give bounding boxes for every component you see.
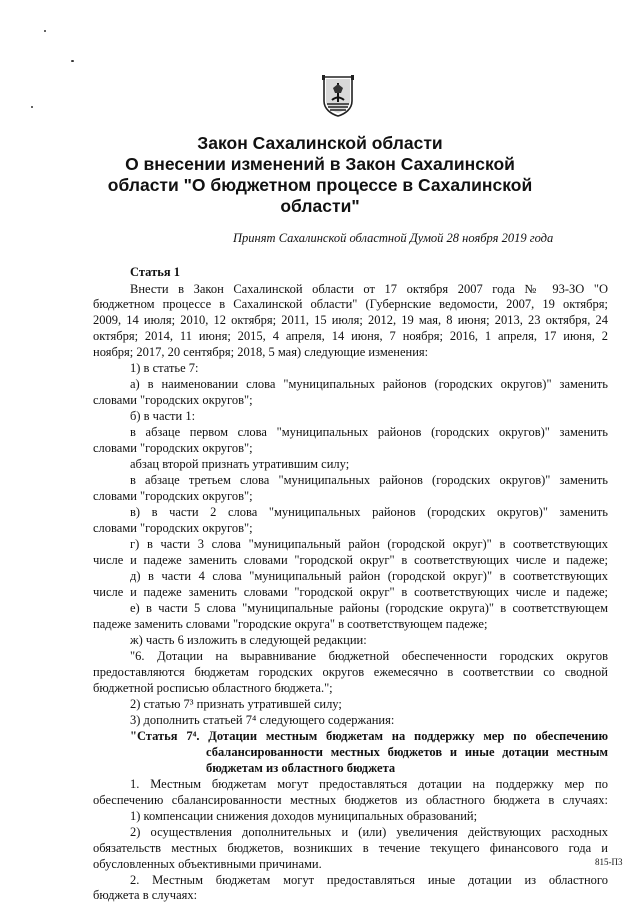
body-line: абзац второй признать утратившим силу; [130, 457, 350, 471]
coat-of-arms-emblem [321, 75, 355, 117]
law-title-line: области "О бюджетном процессе в Сахалинской [107, 175, 533, 195]
scan-speck [71, 60, 74, 62]
body-line: 1. Местным бюджетам могут предоставляться дотации на поддержку мер по [130, 777, 608, 791]
body-line: словами "городских округов"; [93, 521, 253, 535]
body-line: падеже заменить словами "городские округа" в соответствующем падеже; [93, 617, 488, 631]
body-line: в) в части 2 слова "муниципальных районов (городских округов)" заменить [130, 505, 608, 519]
body-line: числе и падеже заменить словами "городской округ" в соответствующих числе и падеже; [93, 553, 608, 567]
law-title-line: области" [280, 196, 360, 216]
body-line: 1) в статье 7: [130, 361, 199, 375]
body-line: 2. Местным бюджетам могут предоставляться иные дотации из областного [130, 873, 608, 887]
article-title-line: "Статья 7⁴. Дотации местным бюджетам на поддержку мер по обеспечению [130, 729, 608, 743]
body-line: ж) часть 6 изложить в следующей редакции: [130, 633, 367, 647]
adoption-date: Принят Сахалинской областной Думой 28 ноября 2019 года [233, 231, 554, 245]
body-line: 2) статью 7³ признать утратившей силу; [130, 697, 342, 711]
article-title-line: сбалансированности местных бюджетов и иные дотации местным [206, 745, 608, 759]
body-line: бюджетном процессе в Сахалинской области" (Губернские ведомости, 2007, 19 октября; [93, 297, 608, 311]
law-title-line: О внесении изменений в Закон Сахалинской [125, 154, 515, 174]
body-line: б) в части 1: [130, 409, 196, 423]
law-title-line: Закон Сахалинской области [197, 133, 443, 153]
body-line: обязательств местных бюджетов, возникших в течение текущего финансового года и [93, 841, 608, 855]
article-heading: Статья 1 [130, 265, 180, 279]
body-line: обеспечению сбалансированности местных бюджетов из областного бюджета в случаях: [93, 793, 608, 807]
document-code: 815-П3 [595, 857, 623, 867]
body-line: Внести в Закон Сахалинской области от 17 октября 2007 года № 93-ЗО "О [130, 282, 608, 296]
body-line: словами "городских округов"; [93, 441, 253, 455]
body-line: предоставляются бюджетам городских округов ежемесячно в соответствии со сводной [93, 665, 608, 679]
body-line: 3) дополнить статьей 7⁴ следующего содержания: [130, 713, 395, 727]
body-line: 2) осуществления дополнительных и (или) увеличения действующих расходных [130, 825, 608, 839]
body-line: д) в части 4 слова "муниципальный район (городской округ)" в соответствующих [130, 569, 608, 583]
body-line: октября; 2014, 11 июня; 2015, 4 апреля, 14 июня, 7 ноября; 2016, 1 апреля, 17 июня, 2 [93, 329, 608, 343]
body-line: словами "городских округов"; [93, 489, 253, 503]
body-line: бюджета в случаях: [93, 888, 198, 902]
body-line: бюджетной росписью областного бюджета."; [93, 681, 333, 695]
body-line: а) в наименовании слова "муниципальных районов (городских округов)" заменить [130, 377, 608, 391]
body-line: словами "городских округов"; [93, 393, 253, 407]
body-line: в абзаце третьем слова "муниципальных районов (городских округов)" заменить [130, 473, 608, 487]
scan-speck [31, 106, 33, 108]
scan-speck [44, 30, 46, 32]
body-line: обусловленных объективными причинами. [93, 857, 322, 871]
body-line: в абзаце первом слова "муниципальных районов (городских округов)" заменить [130, 425, 608, 439]
body-line: 1) компенсации снижения доходов муниципальных образований; [130, 809, 478, 823]
body-line: числе и падеже заменить словами "городской округ" в соответствующих числе и падеже; [93, 585, 608, 599]
body-line: ноября; 2017, 20 сентября; 2018, 5 мая) следующие изменения: [93, 345, 429, 359]
body-line: г) в части 3 слова "муниципальный район (городской округ)" в соответствующих [130, 537, 608, 551]
body-line: "6. Дотации на выравнивание бюджетной обеспеченности городских округов [130, 649, 608, 663]
body-line: 2009, 14 июля; 2010, 12 октября; 2011, 15 июля; 2012, 19 мая, 8 июня; 2013, 23 октября, 24 [93, 313, 608, 327]
article-title-line: бюджетам из областного бюджета [206, 761, 396, 775]
body-line: е) в части 5 слова "муниципальные районы (городские округа)" в соответствующем [130, 601, 608, 615]
